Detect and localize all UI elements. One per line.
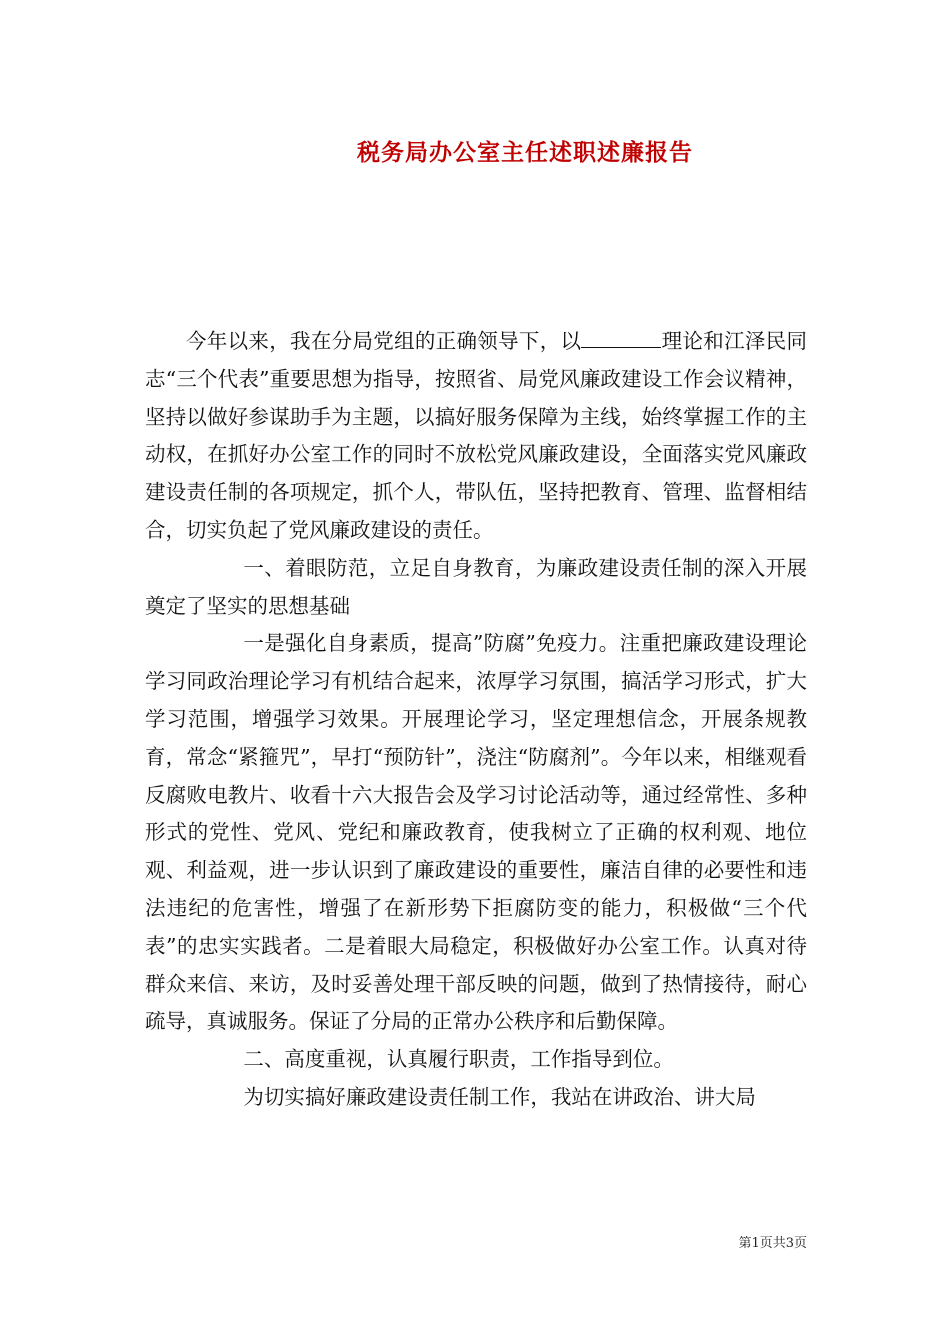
paragraph-section-1: 一是强化自身素质，提高”防腐”免疫力。注重把廉政建设理论学习同政治理论学习有机结合起来，浓厚学习氛围，搞活学习形式，扩大学习范围，增强学习效果。开展理论学习，坚定理想信念，开展条规教育，常念“紧箍咒”，早打“预防针”，浇注“防腐剂”。今年以来，相继观看反腐败电教片、收看十六大报告会及学习讨论活动等，通过经常性、多种形式的党性、党风、党纪和廉政教育，使我树立了正确的权利观、地位观、利益观，进一步认识到了廉政建设的重要性，廉洁自律的必要性和违法违纪的危害性，增强了在新形势下拒腐防变的能力，积极做“三个代表”的忠实实践者。二是着眼大局稳定，积极做好办公室工作。认真对待群众来信、来访，及时妥善处理干部反映的问题，做到了热情接待，耐心疏导，真诚服务。保证了分局的正常办公秩序和后勤保障。 — [145, 631, 807, 1034]
blank-underline — [581, 329, 661, 348]
paragraph-intro-rest: 理论和江泽民同志“三个代表”重要思想为指导，按照省、局党风廉政建设工作会议精神，坚持以做好参谋助手为主题，以搞好服务保障为主线，始终掌握工作的主动权，在抓好办公室工作的同时不放松党风廉政建设，全面落实党风廉政建设责任制的各项规定，抓个人，带队伍，坚持把教育、管理、监督相结合，切实负起了党风廉政建设的责任。 — [145, 329, 808, 542]
section-heading-2: 二、高度重视，认真履行职责，工作指导到位。 — [243, 1047, 674, 1072]
paragraph-intro — [145, 323, 807, 550]
document-body — [145, 323, 807, 1117]
paragraph-section-2: 为切实搞好廉政建设责任制工作，我站在讲政治、讲大局 — [243, 1084, 756, 1109]
document-title: 税务局办公室主任述职述廉报告 — [357, 139, 693, 166]
page-number: 第1页共3页 — [738, 1236, 807, 1251]
paragraph-intro-start: 今年以来，我在分局党组的正确领导下，以 — [186, 329, 582, 353]
section-heading-1: 一、着眼防范，立足自身教育，为廉政建设责任制的深入开展奠定了坚实的思想基础 — [145, 555, 807, 618]
